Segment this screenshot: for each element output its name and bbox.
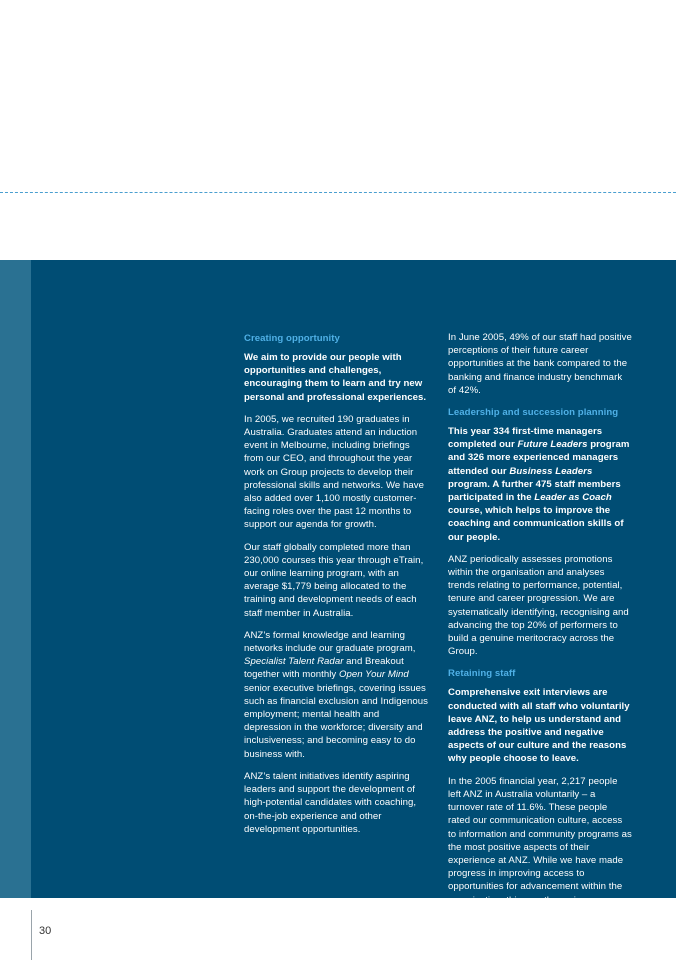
program-name: Future Leaders	[517, 439, 588, 451]
text-fragment: senior executive briefings, covering issues such as financial exclusion and Indigenous employment; mental health and depression in the workforce; diversity and inclusiveness; and becoming easy to do business with.	[244, 682, 428, 760]
dashed-divider	[0, 192, 676, 193]
page-number: 30	[39, 925, 52, 937]
text-fragment: This year 334 first-time managers completed our	[448, 426, 603, 451]
panel-side-strip	[0, 260, 31, 898]
left-column	[244, 332, 429, 845]
paragraph-graduates: In 2005, we recruited 190 graduates in Australia. Graduates attend an induction event in Melbourne, including briefings from our CEO, and throughout the year work on Group projects to develop their professional skills and networks. We have also added over 1,100 mostly customer-facing roles over the past 12 months to support our agenda for growth.	[244, 413, 424, 531]
program-name: Open Your Mind	[338, 669, 409, 681]
paragraph-promotions: ANZ periodically assesses promotions within the organisation and analyses trends relating to performance, potential, tenure and career progression. We are systematically identifying, recognising and advancing the top 20% of performers to build a genuine meritocracy across the Group.	[448, 553, 629, 658]
paragraph-turnover: In the 2005 financial year, 2,217 people left ANZ in Australia voluntarily – a turnover rate of 11.6%. These people rated our communication culture, access to information and community programs as the most positive aspects of their experience at ANZ. While we have made progress in improving access to opportunities for advancement within the organisation, this was the main reason people chose to leave ANZ last year.	[448, 775, 632, 919]
lead-paragraph-retaining: Comprehensive exit interviews are conducted with all staff who voluntarily leave ANZ, to help us understand and address the positive and negative aspects of our culture and the reasons why people choose to leave.	[448, 687, 630, 765]
text-fragment: ANZ’s formal knowledge and learning networks include our graduate program,	[244, 629, 416, 655]
heading-leadership-succession: Leadership and succession planning	[448, 407, 619, 419]
right-column	[448, 331, 632, 929]
text-fragment: program and 326 more experienced managers attended our	[448, 439, 630, 477]
content-panel	[0, 260, 676, 919]
text-fragment: course, which helps to improve the coaching and communication skills of our people.	[448, 505, 624, 543]
paragraph-career-perceptions: In June 2005, 49% of our staff had positive perceptions of their future career opportunities at the bank compared to the banking and finance industry benchmark of 42%.	[448, 332, 632, 396]
paragraph-learning-networks	[244, 629, 429, 761]
paragraph-talent-initiatives: ANZ’s talent initiatives identify aspiring leaders and support the development of high-potential candidates with coaching, on-the-job experience and other development opportunities.	[244, 770, 417, 835]
heading-retaining-staff: Retaining staff	[448, 668, 516, 680]
lead-paragraph-leadership	[448, 425, 632, 544]
program-name: Leader as Coach	[534, 492, 612, 504]
program-name: Specialist Talent Radar	[244, 656, 344, 668]
text-fragment: program. A further 475 staff members participated in the	[448, 478, 621, 504]
lead-paragraph: We aim to provide our people with opportunities and challenges, encouraging them to learn and try new personal and professional experiences.	[244, 352, 427, 403]
program-name: Business Leaders	[509, 465, 593, 477]
paragraph-etrain: Our staff globally completed more than 230,000 courses this year through eTrain, our online learning program, with an average $1,779 being allocated to the training and development needs of each staff member in Australia.	[244, 541, 424, 619]
text-fragment: and Breakout together with monthly	[244, 656, 404, 681]
page-number-rule	[31, 910, 32, 960]
heading-creating-opportunity: Creating opportunity	[244, 333, 340, 344]
